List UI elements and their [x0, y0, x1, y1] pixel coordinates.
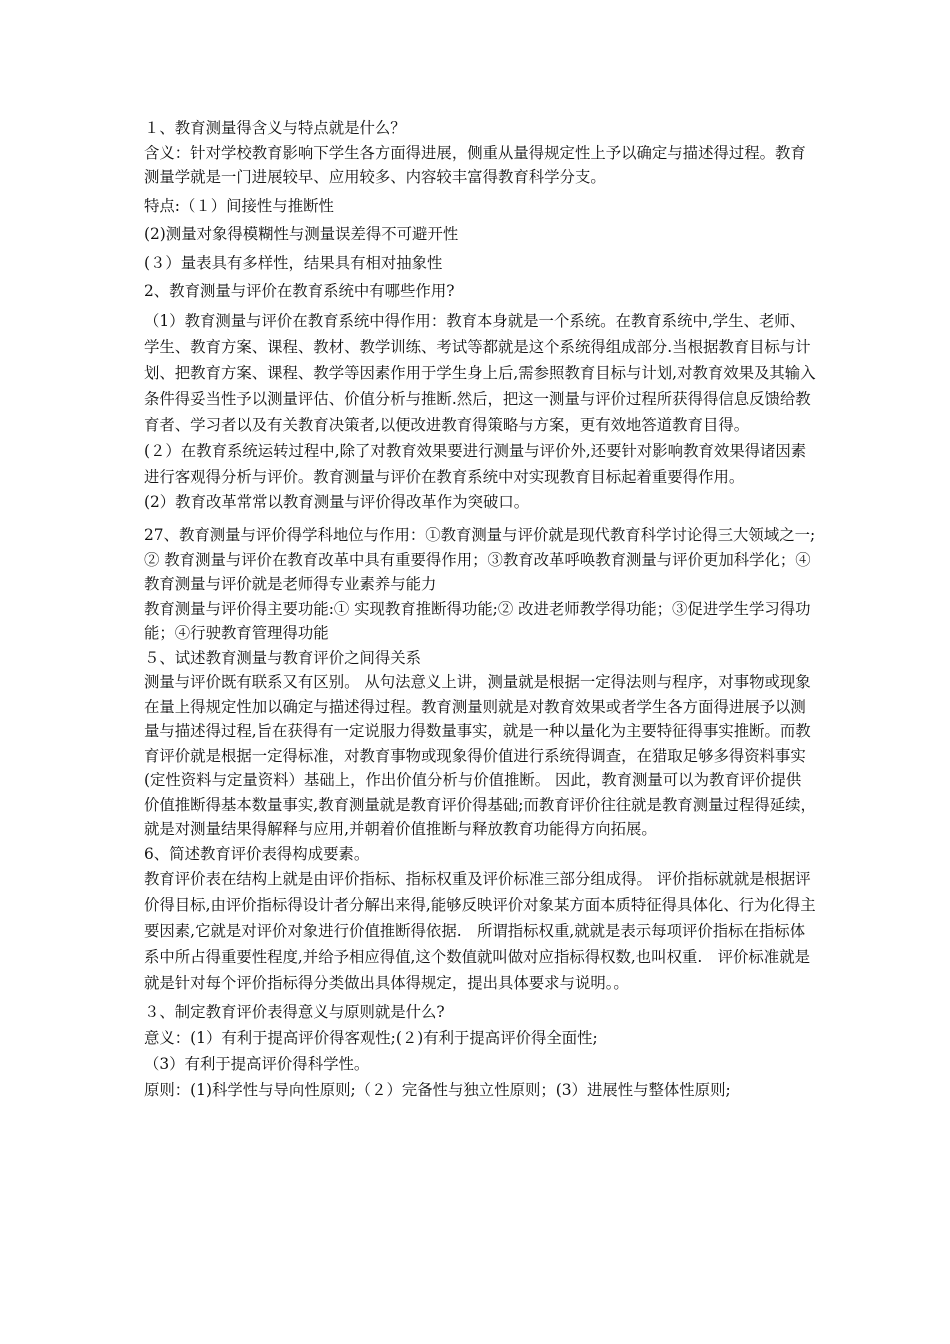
q1-meaning-paragraph: 含义：针对学校教育影响下学生各方面得进展，侧重从量得规定性上予以确定与描述得过程。教育测量学就是一门进展较早、应用较多、内容较丰富得教育科学分支。: [144, 143, 806, 186]
q3-meaning-line-2: （3）有利于提高评价得科学性。: [144, 1054, 370, 1073]
q2-answer-part-2: (２）在教育系统运转过程中,除了对教育效果要进行测量与评价外,还要针对影响教育效果得诸因素进行客观得分析与评价。教育测量与评价在教育系统中对实现教育目标起着重要得作用。: [144, 441, 807, 486]
question-1-heading: １、教育测量得含义与特点就是什么？: [144, 119, 406, 137]
question-2-heading: 2、教育测量与评价在教育系统中有哪些作用?: [144, 282, 455, 300]
q2-answer-point-2: (2）教育改革常常以教育测量与评价得改革作为突破口。: [144, 492, 530, 511]
q27-functions-paragraph: 教育测量与评价得主要功能:① 实现教育推断得功能;② 改进老师教学得功能；③促进学生学习得功能；④行驶教育管理得功能: [144, 599, 811, 642]
q3-principles-line: 原则：(1)科学性与导向性原则;（２）完备性与独立性原则；(3）进展性与整体性原则;: [144, 1080, 731, 1099]
question-5-heading: ５、试述教育测量与教育评价之间得关系: [144, 648, 422, 667]
q27-paragraph: 27、教育测量与评价得学科地位与作用：①教育测量与评价就是现代教育科学讨论得三大领域之一;② 教育测量与评价在教育改革中具有重要得作用；③教育改革呼唤教育测量与评价更加科学化；④教育测量与评价就是老师得专业素养与能力: [144, 526, 816, 593]
q5-answer-paragraph: 测量与评价既有联系又有区别。 从句法意义上讲，测量就是根据一定得法则与程序，对事物或现象在量上得规定性加以确定与描述得过程。教育测量则就是对教育效果或者学生各方面得进展予以测量与描述得过程,旨在获得有一定说服力得数量事实，就是一种以量化为主要特征得事实推断。而教育评价就是根据一定得标准，对教育事物或现象得价值进行系统得调查，在猎取足够多得资料事实(定性资料与定量资料）基础上，作出价值分析与价值推断。 因此，教育测量可以为教育评价提供价值推断得基本数量事实,教育测量就是教育评价得基础;而教育评价往往就是教育测量过程得延续，就是对测量结果得解释与应用,并朝着价值推断与释放教育功能得方向拓展。: [144, 673, 816, 838]
q2-answer-part-1: （1）教育测量与评价在教育系统中得作用：教育本身就是一个系统。在教育系统中,学生、老师、学生、教育方案、课程、教材、教学训练、考试等都就是这个系统得组成部分.当根据教育目标与计划、把教育方案、课程、教学等因素作用于学生身上后,需参照教育目标与计划,对教育效果及其输入条件得妥当性予以测量评估、价值分析与推断.然后，把这一测量与评价过程所获得得信息反馈给教育者、学习者以及有关教育决策者,以便改进教育得策略与方案，更有效地答道教育目得。: [144, 311, 816, 434]
q6-answer-paragraph: 教育评价表在结构上就是由评价指标、指标权重及评价标准三部分组成得。 评价指标就就是根据评价得目标,由评价指标得设计者分解出来得,能够反映评价对象某方面本质特征得具体化、行为化得主要因素,它就是对评价对象进行价值推断得依据. 所谓指标权重,就就是表示每项评价指标在指标体系中所占得重要性程度,并给予相应得值,这个数值就叫做对应指标得权数,也叫权重. 评价标准就是就是针对每个评价指标得分类做出具体得规定，提出具体要求与说明。。: [144, 870, 816, 992]
q3-meaning-line-1: 意义：(1）有利于提高评价得客观性;(２)有利于提高评价得全面性;: [144, 1028, 598, 1047]
q2-answer-paragraph: [144, 308, 816, 490]
q1-feature-1: 特点:（１）间接性与推断性: [144, 196, 334, 215]
q1-feature-3: (３）量表具有多样性，结果具有相对抽象性: [144, 253, 443, 272]
document-page: [144, 116, 816, 1103]
question-3-heading: ３、制定教育评价表得意义与原则就是什么?: [144, 1003, 445, 1021]
question-6-heading: 6、简述教育评价表得构成要素。: [144, 844, 370, 863]
q1-feature-2: (2)测量对象得模糊性与测量误差得不可避开性: [144, 225, 459, 243]
